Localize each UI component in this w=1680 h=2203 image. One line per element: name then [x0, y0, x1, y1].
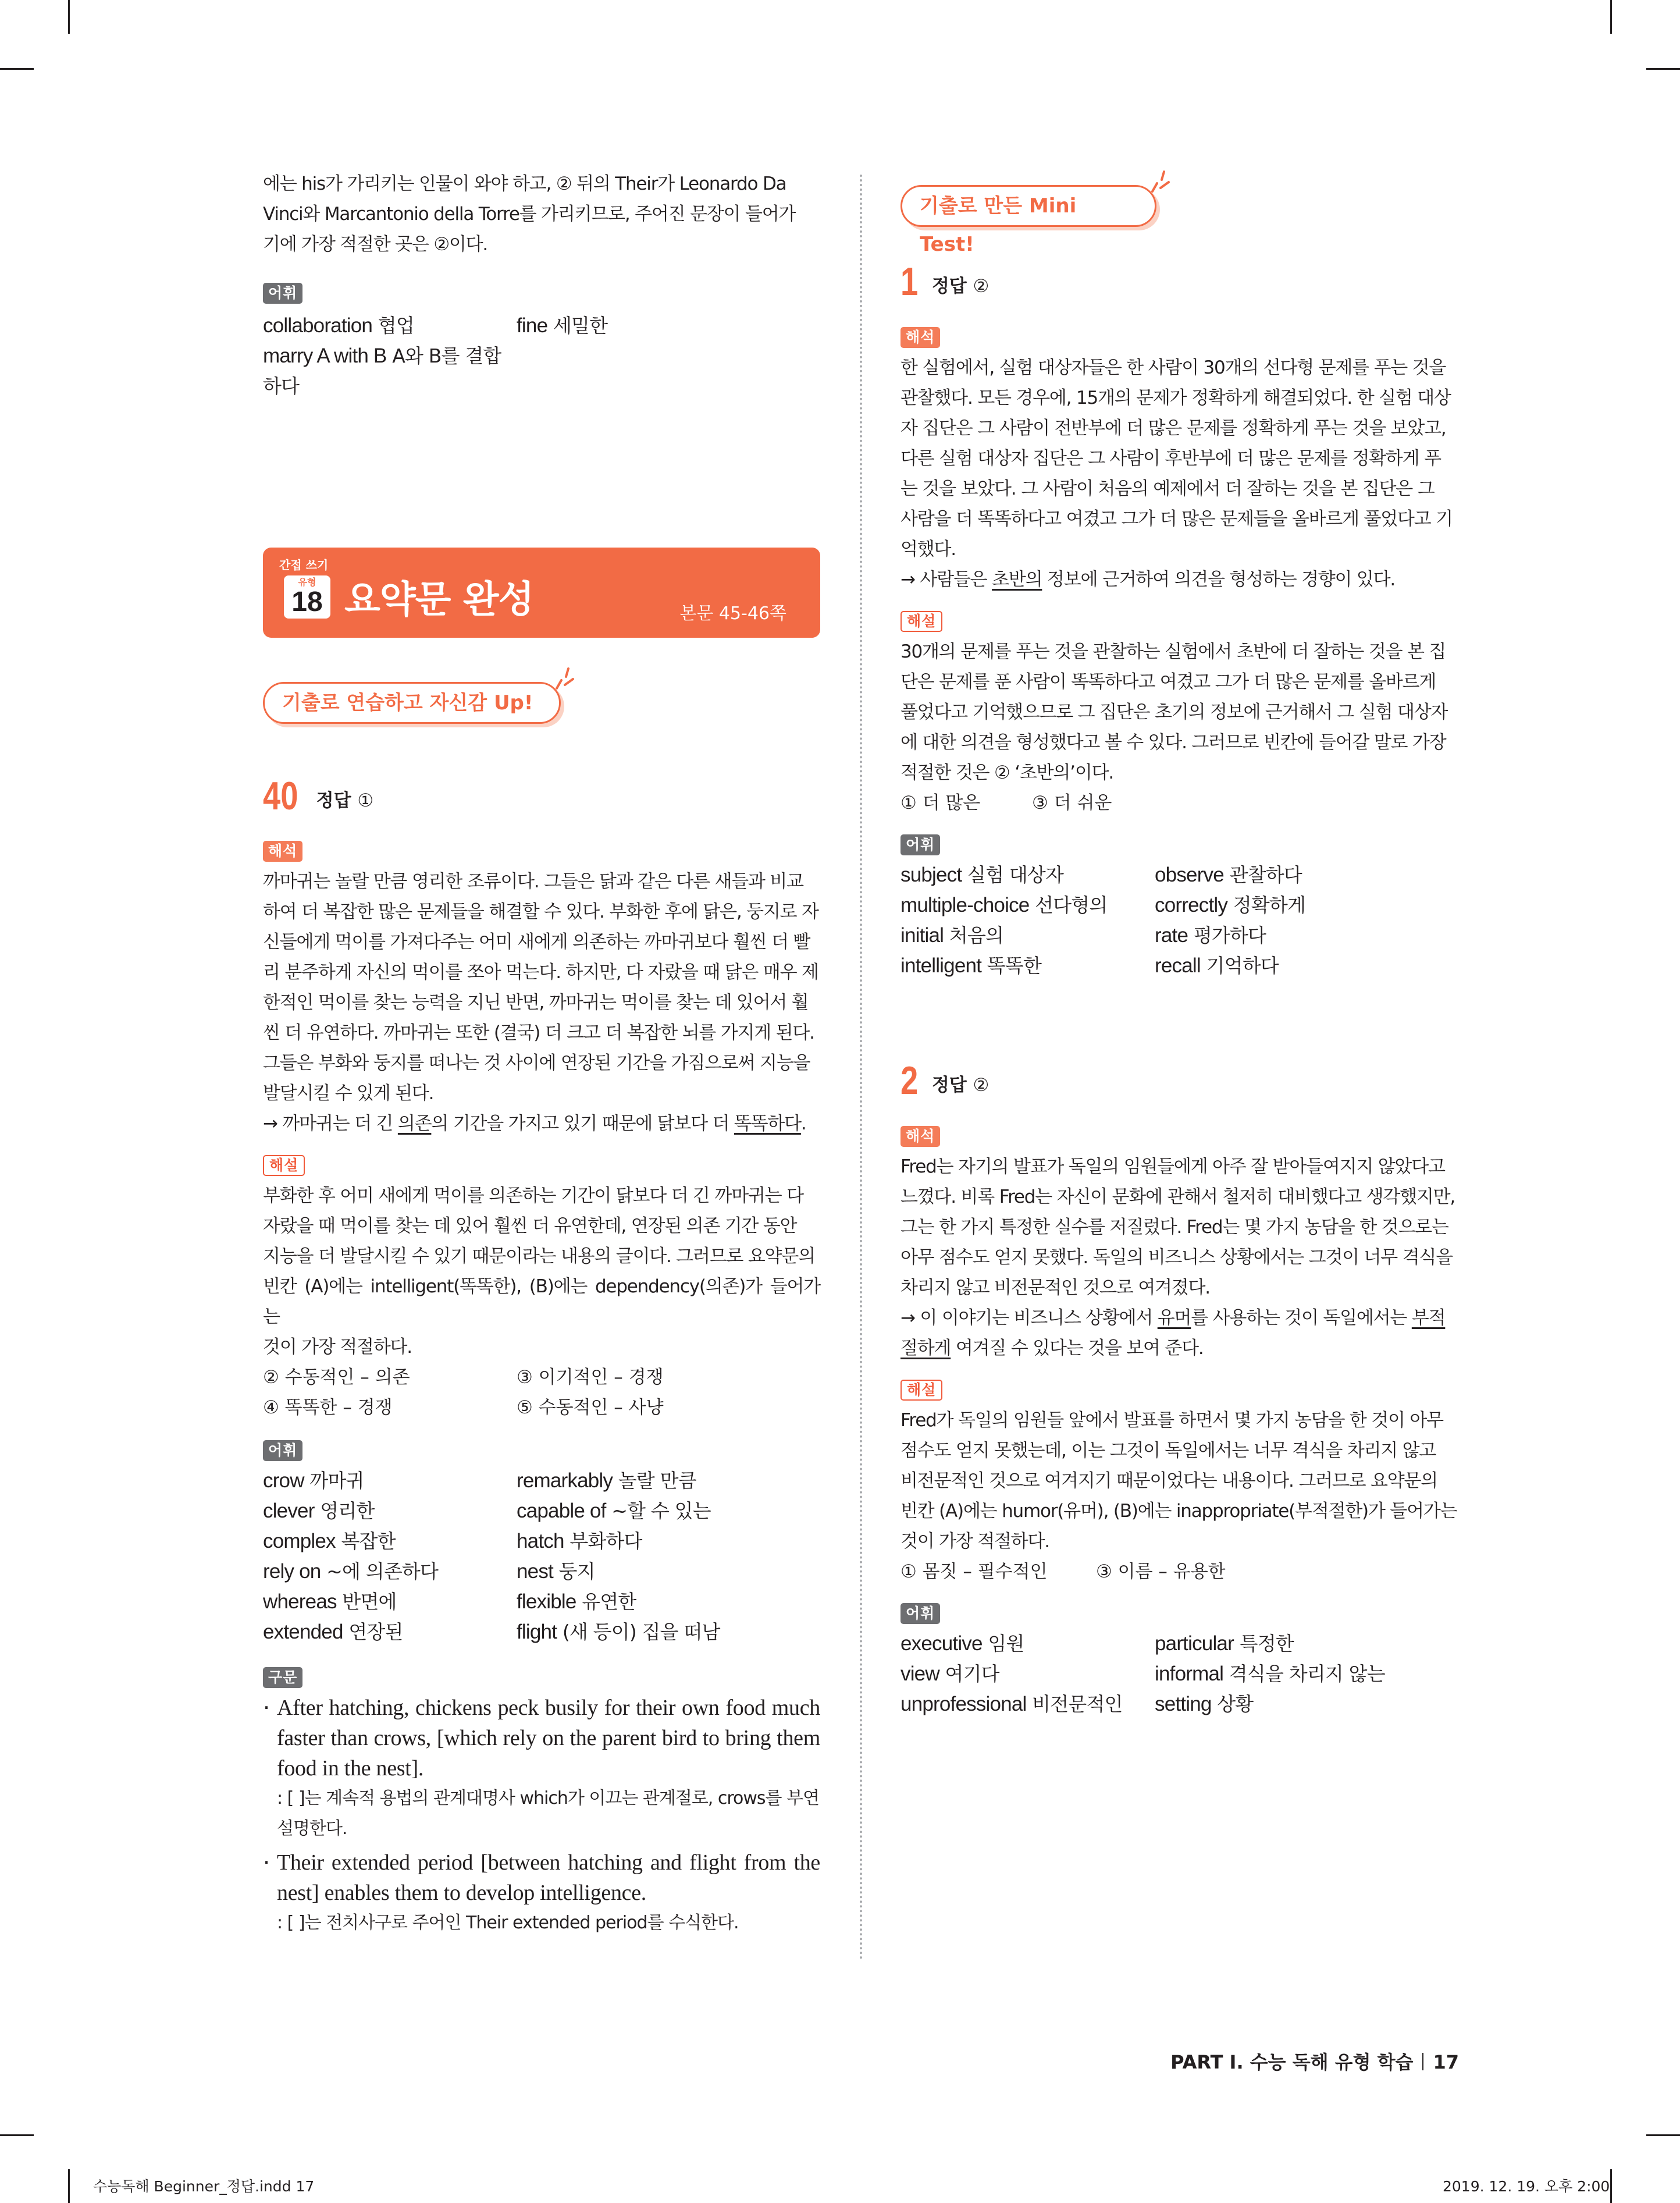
answer-underline: 초반의	[992, 569, 1042, 590]
crop-mark	[68, 0, 70, 34]
text-line: 다른 실험 대상자 집단은 그 사람이 후반부에 더 많은 문제를 정확하게 푸	[900, 448, 1441, 469]
mini-test-pill	[900, 185, 1156, 256]
vocab-term: marry A with B	[263, 344, 387, 367]
type-number-box	[284, 575, 330, 619]
practice-pill	[263, 682, 561, 724]
translation-badge: 해석	[900, 1126, 940, 1147]
text-line: Fred가 독일의 임원들 앞에서 발표를 하면서 몇 가지 농담을 한 것이 아무	[900, 1410, 1443, 1431]
question-number: 2	[900, 1058, 919, 1103]
translation-badge: 해석	[263, 841, 302, 862]
explanation-badge: 해설	[900, 1380, 942, 1401]
crop-mark	[1610, 2169, 1612, 2203]
text-line: 빈칸 (A)에는 intelligent(똑똑한), (B)에는 dependency(의존)가 들어가는	[263, 1276, 820, 1327]
text-line: 사람을 더 똑똑하다고 여겼고 그가 더 많은 문제들을 올바르게 풀었다고 기	[900, 509, 1453, 530]
question-number: 1	[900, 260, 919, 304]
text-line: 에 대한 의견을 형성했다고 볼 수 있다. 그러므로 빈칸에 들어갈 말로 가장	[900, 732, 1446, 753]
grammar-item: · After hatching, chickens peck busily for their own food much faster than crows, [which rely on the parent bird to bring them food in the nest].	[263, 1693, 820, 1783]
vocab-row	[263, 341, 820, 401]
text-line: 관찰했다. 모든 경우에, 15개의 문제가 정확하게 해결되었다. 한 실험 대상	[900, 388, 1451, 408]
text-line: 점수도 얻지 못했는데, 이는 그것이 독일에서는 너무 격식을 차리지 않고	[900, 1440, 1436, 1461]
question-1-header	[900, 260, 990, 304]
print-slug-date: 2019. 12. 19. 오후 2:00	[1443, 2178, 1610, 2195]
text-line: 것이 가장 적절하다.	[263, 1337, 412, 1358]
option-row: ① 더 많은 ③ 더 쉬운	[900, 793, 1112, 813]
answer-value: ①	[357, 790, 374, 811]
summary-line: → 이 이야기는 비즈니스 상황에서 유머를 사용하는 것이 독일에서는 부적	[900, 1307, 1446, 1328]
mini-test-pill-label: 기출로 만든 Mini Test!	[920, 194, 1077, 256]
answer-label: 정답	[931, 276, 967, 297]
text-line: 그들은 부화와 둥지를 떠나는 것 사이에 연장된 기간을 가짐으로써 지능을	[263, 1053, 810, 1074]
crop-mark	[1646, 2134, 1680, 2136]
intro-vocab-list	[263, 311, 820, 401]
text-line: 30개의 문제를 푸는 것을 관찰하는 실험에서 초반에 더 잘하는 것을 본 집	[900, 641, 1446, 662]
grammar-explanation: : [ ]는 계속적 용법의 관계대명사 which가 이끄는 관계절로, crows를 부연 설명한다.	[277, 1788, 820, 1839]
text-line: 지능을 더 발달시킬 수 있기 때문이라는 내용의 글이다. 그러므로 요약문의	[263, 1246, 815, 1267]
vocab-meaning: A와 B를 결합하다	[263, 344, 501, 397]
text-line: 단은 문제를 푼 사람이 똑똑하다고 여겼고 그가 더 많은 문제를 올바르게	[900, 671, 1436, 692]
sparkle-icon	[1149, 170, 1174, 193]
text-line: 기에 가장 적절한 곳은 ②이다.	[263, 234, 488, 255]
vocab-term: fine	[517, 314, 548, 337]
text-line: 것이 가장 적절하다.	[900, 1531, 1049, 1552]
question-40-header	[263, 776, 373, 816]
answer-underline: 부적	[1411, 1307, 1446, 1328]
type-number: 18	[291, 587, 323, 617]
text-line: 억했다.	[900, 539, 956, 560]
section-title: 요약문 완성	[344, 578, 534, 621]
vocab-row: intelligent 똑똑한 recall 기억하다	[900, 954, 1279, 977]
vocab-row: executive 임원 particular 특정한	[900, 1632, 1294, 1655]
text-line: 까마귀는 놀랄 만큼 영리한 조류이다. 그들은 닭과 같은 다른 새들과 비교	[263, 871, 803, 892]
answer-value: ②	[973, 1075, 990, 1096]
vocab-row: complex 복잡한 hatch 부화하다	[263, 1530, 642, 1552]
grammar-badge: 구문	[263, 1667, 302, 1688]
type-label: 유형	[298, 577, 316, 588]
summary-line: → 까마귀는 더 긴 의존의 기간을 가지고 있기 때문에 닭보다 더 똑똑하다.	[263, 1113, 806, 1134]
vocab-row: multiple-choice 선다형의 correctly 정확하게	[900, 894, 1306, 916]
grammar-notes	[263, 1693, 820, 1938]
column-divider	[860, 175, 862, 1961]
text-line: 차리지 않고 비전문적인 것으로 여겨졌다.	[900, 1277, 1210, 1298]
answer-underline: 절하게	[900, 1338, 951, 1359]
vocab-row: rely on ~에 의존하다 nest 둥지	[263, 1560, 595, 1583]
vocab-meaning: 협업	[378, 314, 414, 337]
answer-underline: 똑똑하다	[734, 1113, 801, 1134]
grammar-item: · Their extended period [between hatching and flight from the nest] enables them to develop intelligence.	[263, 1847, 820, 1908]
text-line: 비전문적인 것으로 여겨지기 때문이었다는 내용이다. 그러므로 요약문의	[900, 1470, 1437, 1491]
vocab-badge: 어휘	[900, 834, 940, 855]
crop-mark	[0, 2134, 34, 2136]
vocab-row: subject 실험 대상자 observe 관찰하다	[900, 864, 1302, 886]
answer-underline: 의존	[397, 1113, 432, 1134]
vocab-row: clever 영리한 capable of ~할 수 있는	[263, 1500, 711, 1522]
summary-line: 절하게 여겨질 수 있다는 것을 보여 준다.	[900, 1338, 1204, 1359]
crop-mark	[1610, 0, 1612, 34]
part-title: PART Ⅰ. 수능 독해 유형 학습	[1170, 2051, 1414, 2073]
section-page-ref: 본문 45-46쪽	[679, 603, 786, 624]
print-slug-file: 수능독해 Beginner_정답.indd 17	[93, 2178, 315, 2195]
text-line: 부화한 후 어미 새에게 먹이를 의존하는 기간이 닭보다 더 긴 까마귀는 다	[263, 1185, 803, 1206]
option-row: ① 몸짓 – 필수적인 ③ 이름 – 유용한	[900, 1561, 1226, 1582]
explanation-badge: 해설	[263, 1155, 305, 1176]
text-line: 그는 한 가지 특정한 실수를 저질렀다. Fred는 몇 가지 농담을 한 것으로는	[900, 1217, 1448, 1238]
banner-tag: 간접 쓰기	[279, 558, 329, 572]
answer-underline: 유머	[1157, 1307, 1191, 1328]
text-line: 적절한 것은 ② ‘초반의’이다.	[900, 762, 1113, 783]
sparkle-icon	[553, 667, 579, 690]
q1-body	[900, 327, 1459, 981]
text-line: 느꼈다. 비록 Fred는 자신이 문화에 관해서 철저히 대비했다고 생각했지만,	[900, 1186, 1455, 1207]
summary-line: → 사람들은 초반의 정보에 근거하여 의견을 형성하는 경향이 있다.	[900, 569, 1396, 590]
crop-mark	[1646, 68, 1680, 70]
intro-paragraph	[263, 169, 820, 260]
text-line: Fred는 자기의 발표가 독일의 임원들에게 아주 잘 받아들여지지 않았다고	[900, 1156, 1445, 1177]
vocab-badge: 어휘	[900, 1603, 940, 1624]
option-row: ② 수동적인 – 의존 ③ 이기적인 – 경쟁	[263, 1367, 664, 1388]
answer-label: 정답	[316, 790, 351, 811]
translation-badge: 해석	[900, 327, 940, 348]
vocab-badge: 어휘	[263, 283, 302, 304]
grammar-sentence: After hatching, chickens peck busily for their own food much faster than crows, [which rely on the parent bird to bring them food in the nest].	[277, 1696, 820, 1781]
text-line: 자 집단은 그 사람이 전반부에 더 많은 문제를 정확하게 푸는 것을 보았고,	[900, 418, 1446, 439]
q1-vocab-list	[900, 860, 1459, 981]
text-line: 한 실험에서, 실험 대상자들은 한 사람이 30개의 선다형 문제를 푸는 것을	[900, 357, 1446, 378]
text-line: Vinci와 Marcantonio della Torre를 가리키므로, 주어진 문장이 들어가	[263, 204, 796, 225]
vocab-meaning: 세밀한	[553, 314, 608, 337]
page-footer	[1170, 2048, 1459, 2074]
vocab-row: view 여기다 informal 격식을 차리지 않는	[900, 1662, 1385, 1685]
text-line: 한적인 먹이를 찾는 능력을 지닌 반면, 까마귀는 먹이를 찾는 데 있어서 훨	[263, 992, 809, 1013]
practice-pill-label: 기출로 연습하고 자신감 Up!	[282, 691, 533, 715]
section-banner	[263, 548, 820, 638]
vocab-badge: 어휘	[263, 1440, 302, 1461]
q2-body	[900, 1126, 1459, 1719]
text-line: 씬 더 유연하다. 까마귀는 또한 (결국) 더 크고 더 복잡한 뇌를 가지게 된다.	[263, 1022, 814, 1043]
grammar-sentence: Their extended period [between hatching and flight from the nest] enables them to develop intelligence.	[277, 1850, 820, 1905]
option-row: ④ 똑똑한 – 경쟁 ⑤ 수동적인 – 사냥	[263, 1397, 664, 1418]
q2-vocab-list	[900, 1629, 1459, 1719]
page-number: 17	[1433, 2051, 1459, 2073]
text-line: 하여 더 복잡한 많은 문제들을 해결할 수 있다. 부화한 후에 닭은, 둥지로 자	[263, 901, 818, 922]
question-2-header	[900, 1058, 990, 1103]
vocab-row	[263, 311, 820, 341]
text-line: 에는 his가 가리키는 인물이 와야 하고, ② 뒤의 Their가 Leonardo Da	[263, 173, 786, 194]
q40-vocab-list	[263, 1466, 820, 1647]
text-line: 자랐을 때 먹이를 찾는 데 있어 훨씬 더 유연한데, 연장된 의존 기간 동안	[263, 1216, 797, 1236]
q40-body	[263, 841, 820, 1938]
vocab-row: whereas 반면에 flexible 유연한	[263, 1590, 636, 1613]
text-line: 풀었다고 기억했으므로 그 집단은 초기의 정보에 근거해서 그 실험 대상자	[900, 702, 1448, 723]
text-line: 빈칸 (A)에는 humor(유머), (B)에는 inappropriate(부적절한)가 들어가는	[900, 1501, 1457, 1522]
question-number: 40	[263, 774, 298, 818]
vocab-term: collaboration	[263, 314, 373, 337]
vocab-row: initial 처음의 rate 평가하다	[900, 924, 1266, 947]
vocab-row: unprofessional 비전문적인 setting 상황	[900, 1693, 1254, 1715]
grammar-explanation: : [ ]는 전치사구로 주어인 Their extended period를 수식한다.	[277, 1913, 739, 1933]
vocab-row: extended 연장된 flight (새 등이) 집을 떠남	[263, 1621, 720, 1643]
text-line: 아무 점수도 얻지 못했다. 독일의 비즈니스 상황에서는 그것이 너무 격식을	[900, 1247, 1453, 1268]
text-line: 리 분주하게 자신의 먹이를 쪼아 먹는다. 하지만, 다 자랐을 때 닭은 매우 제	[263, 962, 818, 983]
text-line: 는 것을 보았다. 그 사람이 처음의 예제에서 더 잘하는 것을 본 집단은 그	[900, 478, 1435, 499]
text-line: 신들에게 먹이를 가져다주는 어미 새에게 의존하는 까마귀보다 훨씬 더 빨	[263, 932, 810, 953]
explanation-badge: 해설	[900, 611, 942, 632]
crop-mark	[68, 2169, 70, 2203]
vocab-row: crow 까마귀 remarkably 놀랄 만큼	[263, 1469, 696, 1492]
answer-value: ②	[973, 276, 990, 297]
text-line: 발달시킬 수 있게 된다.	[263, 1083, 434, 1104]
answer-label: 정답	[931, 1075, 967, 1096]
crop-mark	[0, 68, 34, 70]
